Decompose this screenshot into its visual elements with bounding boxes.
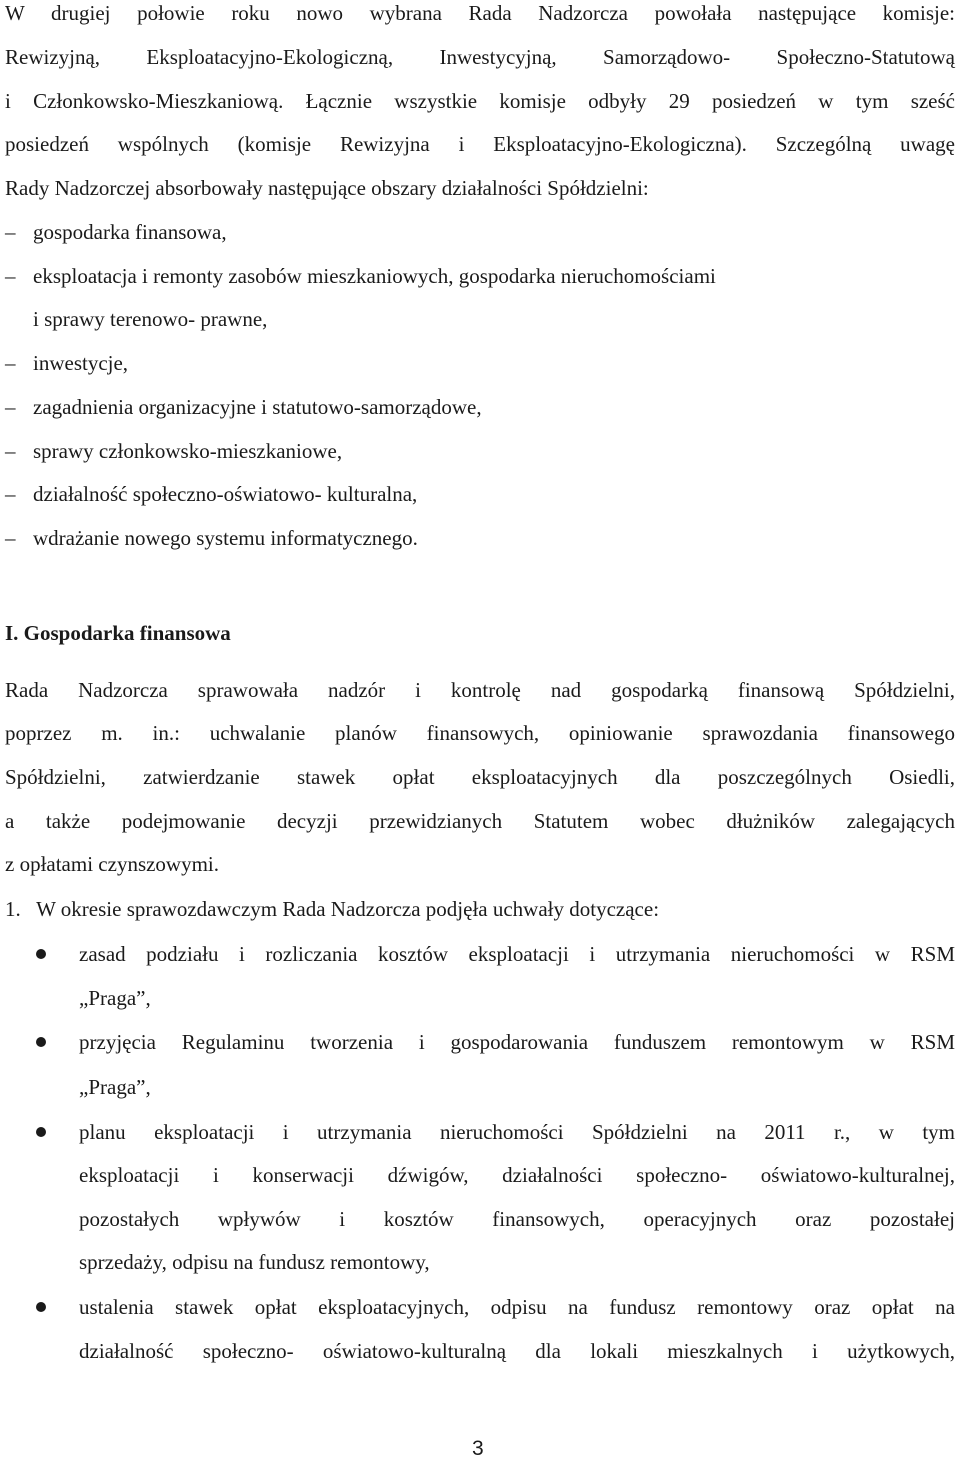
area-list-item [5,263,716,289]
resolution-text: działalność społeczno- oświatowo-kulturalną dla lokali mieszkalnych i użytkowych, [79,1339,955,1363]
resolution-continuation [0,1074,960,1102]
resolution-text: „Praga”, [79,986,151,1010]
dash-marker: – [5,220,16,244]
resolution-text: pozostałych wpływów i kosztów finansowych, operacyjnych oraz pozostałej [79,1207,955,1231]
resolution-continuation [0,1206,960,1234]
resolution-continuation [0,1249,960,1277]
resolution-text: przyjęcia Regulaminu tworzenia i gospodarowania funduszem remontowym w RSM [79,1030,955,1054]
area-list-item [5,350,128,376]
area-list-continuation [5,306,267,332]
section-heading: I. Gospodarka finansowa [5,621,231,645]
area-text: zagadnienia organizacyjne i statutowo-samorządowe, [33,395,482,419]
section-line: Rada Nadzorcza sprawowała nadzór i kontrolę nad gospodarką finansową Spółdzielni, [5,678,955,702]
area-text: eksploatacja i remonty zasobów mieszkaniowych, gospodarka nieruchomościami [33,264,716,288]
resolution-item [0,1119,960,1147]
dash-marker: – [5,482,16,506]
resolution-text: sprzedaży, odpisu na fundusz remontowy, [79,1250,430,1274]
area-text: inwestycje, [33,351,129,375]
numbered-item: 1. W okresie sprawozdawczym Rada Nadzorcza podjęła uchwały dotyczące: [5,897,660,921]
section-line: a także podejmowanie decyzji przewidzianych Statutem wobec dłużników zalegających [5,809,955,833]
intro-line: posiedzeń wspólnych (komisje Rewizyjna i Eksploatacyjno-Ekologiczna). Szczególną uwagę [5,132,955,156]
dash-marker: – [5,526,16,550]
dash-marker: – [5,264,16,288]
area-list-item [5,219,227,245]
area-list-item [5,525,418,551]
bullet-icon [36,1037,46,1047]
page-number: 3 [472,1437,484,1460]
area-text: działalność społeczno-oświatowo- kulturalna, [33,482,418,506]
bullet-icon [36,1127,46,1137]
resolution-continuation [0,1162,960,1190]
dash-marker: – [5,351,16,375]
intro-line: i Członkowsko-Mieszkaniową. Łącznie wszystkie komisje odbyły 29 posiedzeń w tym sześć [5,89,955,113]
intro-line: Rady Nadzorczej absorbowały następujące obszary działalności Spółdzielni: [5,176,649,200]
section-line: poprzez m. in.: uchwalanie planów finansowych, opiniowanie sprawozdania finansowego [5,721,955,745]
resolution-text: „Praga”, [79,1075,151,1099]
section-line: Spółdzielni, zatwierdzanie stawek opłat eksploatacyjnych dla poszczególnych Osiedli, [5,765,955,789]
resolution-text: zasad podziału i rozliczania kosztów eksploatacji i utrzymania nieruchomości w RSM [79,942,955,966]
area-list-item [5,394,482,420]
bullet-icon [36,1302,46,1312]
resolution-item [0,1294,960,1322]
intro-line: W drugiej połowie roku nowo wybrana Rada Nadzorcza powołała następujące komisje: [5,1,955,25]
area-text: gospodarka finansowa, [33,220,227,244]
area-list-item [5,438,342,464]
dash-marker: – [5,395,16,419]
resolution-continuation [0,985,960,1013]
resolution-text: eksploatacji i konserwacji dźwigów, działalności społeczno- oświatowo-kulturalnej, [79,1163,955,1187]
intro-line: Rewizyjną, Eksploatacyjno-Ekologiczną, Inwestycyjną, Samorządowo- Społeczno-Statutową [5,45,955,69]
section-line: z opłatami czynszowymi. [5,852,220,876]
resolution-text: ustalenia stawek opłat eksploatacyjnych, odpisu na fundusz remontowy oraz opłat na [79,1295,955,1319]
resolution-item [0,941,960,969]
area-text: i sprawy terenowo- prawne, [33,307,268,331]
area-list-item [5,481,417,507]
dash-marker: – [5,439,16,463]
resolution-text: planu eksploatacji i utrzymania nieruchomości Spółdzielni na 2011 r., w tym [79,1120,955,1144]
resolution-item [0,1029,960,1057]
bullet-icon [36,949,46,959]
resolution-continuation [0,1338,960,1366]
area-text: wdrażanie nowego systemu informatycznego. [33,526,418,550]
area-text: sprawy członkowsko-mieszkaniowe, [33,439,343,463]
